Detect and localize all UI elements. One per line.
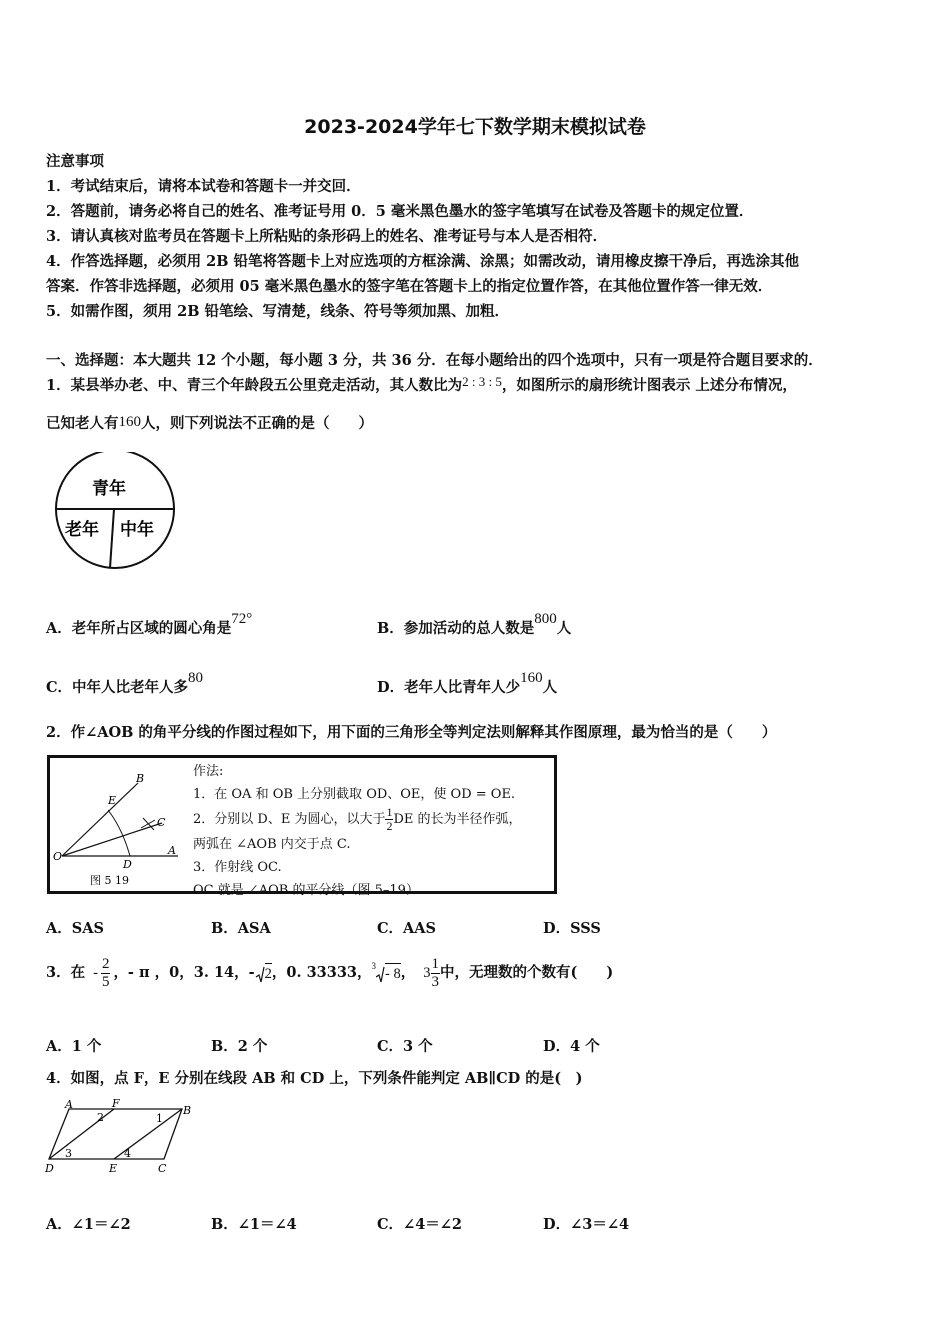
q1-stem-line1: 1．某县举办老、中、青三个年龄段五公里竞走活动，其人数比为2 : 3 : 5，如图所示的扇形统计图表示 上述分布情况， xyxy=(46,374,797,394)
label-b: B xyxy=(183,1104,192,1117)
pie-chart xyxy=(52,452,182,570)
q2-figure-box xyxy=(47,755,557,898)
method-heading: 作法: xyxy=(193,764,224,779)
q1-option-c[interactable]: C．中年人比老年人多80 xyxy=(46,670,204,696)
pie-label-youth: 青年 xyxy=(92,479,126,499)
angle-2-label: 2 xyxy=(97,1111,104,1124)
construction-steps xyxy=(193,760,522,902)
angle-1-label: 1 xyxy=(156,1112,163,1125)
q3-option-d[interactable]: D．4 个 xyxy=(543,1038,600,1055)
notice-heading: 注意事项 xyxy=(46,153,104,170)
label-d: D xyxy=(123,858,132,871)
notice-item: 4．作答选择题，必须用 2B 铅笔将答题卡上对应选项的方框涂满、涂黑；如需改动，请用橡皮擦干净后，再选涂其他 xyxy=(46,253,800,270)
q4-option-c[interactable]: C．∠4＝∠2 xyxy=(377,1216,463,1233)
q2-option-b[interactable]: B．ASA xyxy=(211,920,271,937)
q2-stem: 2．作∠AOB 的角平分线的作图过程如下，用下面的三角形全等判定法则解释其作图原理，最为恰当的是（ ） xyxy=(46,724,777,741)
angle-4-label: 4 xyxy=(124,1147,131,1160)
notice-item: 答案．作答非选择题，必须用 05 毫米黑色墨水的签字笔在答题卡上的指定位置作答，在其他位置作答一律无效． xyxy=(46,278,773,295)
angle-3-label: 3 xyxy=(65,1147,72,1160)
q3-option-c[interactable]: C．3 个 xyxy=(377,1038,433,1055)
q4-option-a[interactable]: A．∠1＝∠2 xyxy=(46,1216,131,1233)
q4-option-b[interactable]: B．∠1＝∠4 xyxy=(211,1216,297,1233)
q4-option-d[interactable]: D．∠3＝∠4 xyxy=(543,1216,630,1233)
q1-option-a[interactable]: A．老年所占区域的圆心角是72° xyxy=(46,611,253,637)
label-d: D xyxy=(45,1162,54,1175)
conclusion: OC 就是 ∠AOB 的平分线（图 5–19）. xyxy=(193,883,424,898)
angle-bisector-diagram xyxy=(50,758,190,891)
pie-label-middle: 中年 xyxy=(120,520,154,540)
label-f: F xyxy=(112,1097,120,1110)
q3-stem: 3．在 - $\frac{2}{5}$ ，- π ，0，3. 14，- 2 ，0. 33333， $^3$ - 8 ， 3 $\frac{1}{3}$ 中，无理数的个数有( ) xyxy=(46,955,614,990)
q2-option-a[interactable]: A．SAS xyxy=(46,920,104,937)
q3-option-b[interactable]: B．2 个 xyxy=(211,1038,268,1055)
q4-stem: 4．如图，点 F，E 分别在线段 AB 和 CD 上，下列条件能判定 AB∥CD 的是( ) xyxy=(46,1070,583,1087)
step-1: 1．在 OA 和 OB 上分别截取 OD、OE，使 OD = OE. xyxy=(193,787,516,802)
label-e: E xyxy=(108,794,117,807)
notice-item: 2．答题前，请务必将自己的姓名、准考证号用 0．5 毫米黑色墨水的签字笔填写在试卷及答题卡的规定位置． xyxy=(46,203,754,220)
parallelogram-diagram xyxy=(44,1097,199,1177)
label-b: B xyxy=(136,772,145,785)
q2-option-c[interactable]: C．AAS xyxy=(377,920,437,937)
notice-item: 3．请认真核对监考员在答题卡上所粘贴的条形码上的姓名、准考证号与本人是否相符． xyxy=(46,228,608,245)
figure-caption: 图 5 19 xyxy=(90,874,129,887)
label-a: A xyxy=(168,844,176,857)
label-a: A xyxy=(65,1098,73,1111)
label-o: O xyxy=(53,850,63,863)
label-c: C xyxy=(158,1162,167,1175)
q2-option-d[interactable]: D．SSS xyxy=(543,920,601,937)
notice-item: 1．考试结束后，请将本试卷和答题卡一并交回． xyxy=(46,178,361,195)
step-2: 2．分别以 D、E 为圆心，以大于 $\frac{1}{2}$ DE 的长为半径作弧， xyxy=(193,805,522,833)
notice-item: 5．如需作图，须用 2B 铅笔绘、写清楚，线条、符号等须加黑、加粗． xyxy=(46,303,510,320)
step-2-cont: 两弧在 ∠AOB 内交于点 C. xyxy=(193,837,351,852)
q1-option-d[interactable]: D．老年人比青年人少160人 xyxy=(377,670,558,696)
section-heading: 一、选择题：本大题共 12 个小题，每小题 3 分，共 36 分．在每小题给出的四个选项中，只有一项是符合题目要求的． xyxy=(46,352,823,369)
q1-option-b[interactable]: B．参加活动的总人数是800人 xyxy=(377,611,572,637)
page-title: 2023-2024学年七下数学期末模拟试卷 xyxy=(304,116,646,138)
step-3: 3．作射线 OC. xyxy=(193,860,282,875)
pie-label-old: 老年 xyxy=(65,520,99,540)
label-e: E xyxy=(109,1162,118,1175)
q3-option-a[interactable]: A．1 个 xyxy=(46,1038,102,1055)
q1-stem-line2: 已知老人有160人，则下列说法不正确的是（ ） xyxy=(46,414,373,432)
label-c: C xyxy=(157,816,166,829)
